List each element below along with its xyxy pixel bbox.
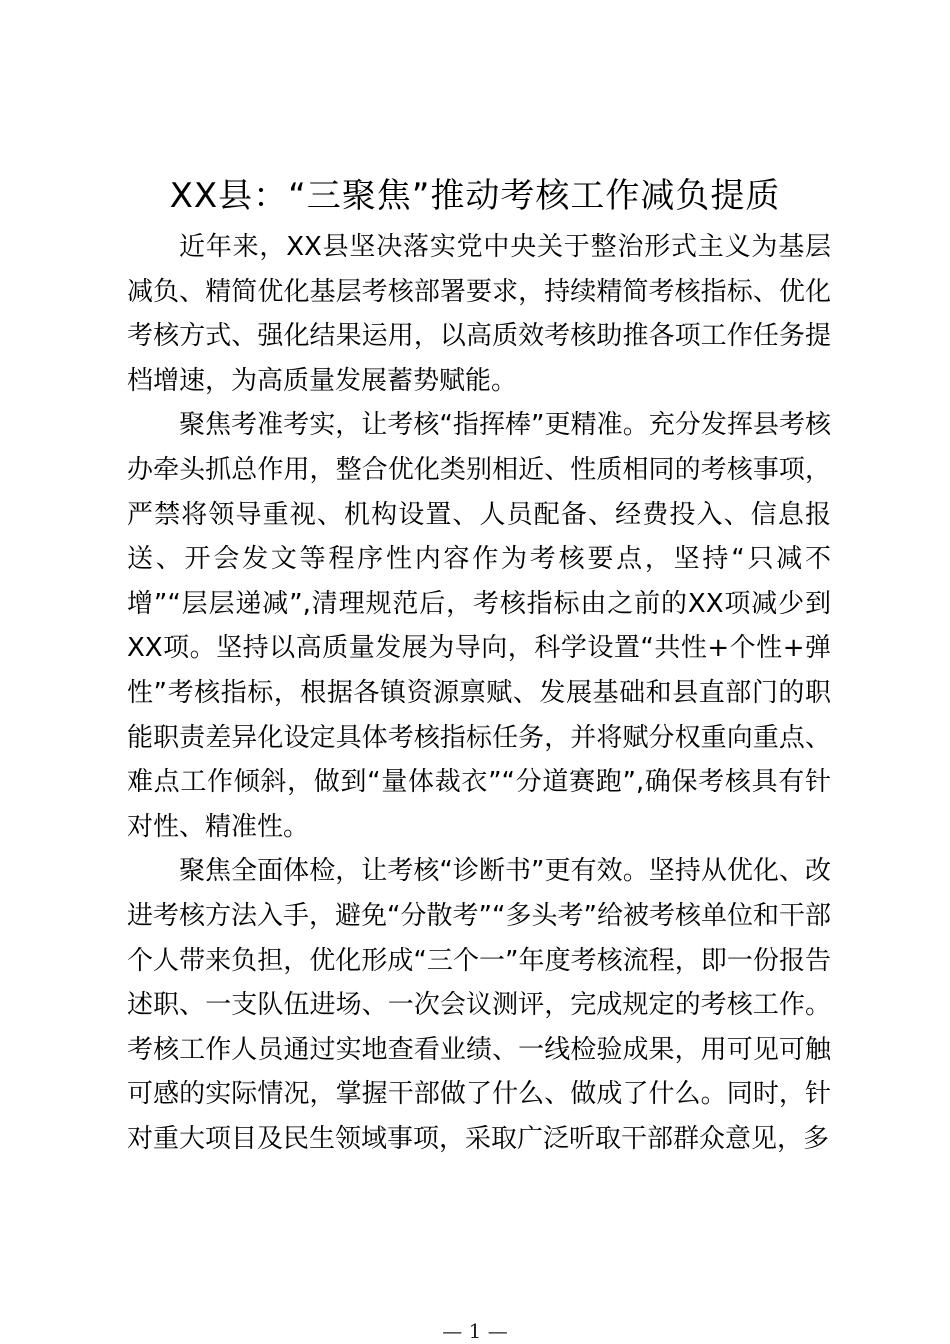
page-number: — 1 — (442, 1319, 508, 1343)
document-title: XX县：“三聚焦”推动考核工作减负提质 (169, 176, 781, 216)
paragraph-accurate-assessment: 聚焦考准考实，让考核“指挥棒”更精准。充分发挥县考核办牵头抓总作用，整合优化类别相近、性质相同的考核事项，严禁将领导重视、机构设置、人员配备、经费投入、信息报送、开会发文等程序性内容作为考核要点，坚持“只减不增”“层层递减”,清理规范后，考核指标由之前的XX项减少到XX项。坚持以高质量发展为导向，科学设置“共性+个性+弹性”考核指标，根据各镇资源禀赋、发展基础和县直部门的职能职责差异化设定具体考核指标任务，并将赋分权重向重点、难点工作倾斜，做到“量体裁衣”“分道赛跑”,确保考核具有针对性、精准性。 (127, 410, 831, 842)
document-body (127, 225, 831, 1161)
paragraph-comprehensive-checkup: 聚焦全面体检，让考核“诊断书”更有效。坚持从优化、改进考核方法入手，避免“分散考”“多头考”给被考核单位和干部个人带来负担，优化形成“三个一”年度考核流程，即一份报告述职、一支队伍进场、一次会议测评，完成规定的考核工作。考核工作人员通过实地查看业绩、一线检验成果，用可见可触可感的实际情况，掌握干部做了什么、做成了什么。同时，针对重大项目及民生领域事项，采取广泛听取干部群众意见，多 (127, 856, 831, 1154)
paragraph-intro: 近年来，XX县坚决落实党中央关于整治形式主义为基层减负、精简优化基层考核部署要求，持续精简考核指标、优化考核方式、强化结果运用，以高质效考核助推各项工作任务提档增速，为高质量发展蓄势赋能。 (127, 232, 831, 396)
